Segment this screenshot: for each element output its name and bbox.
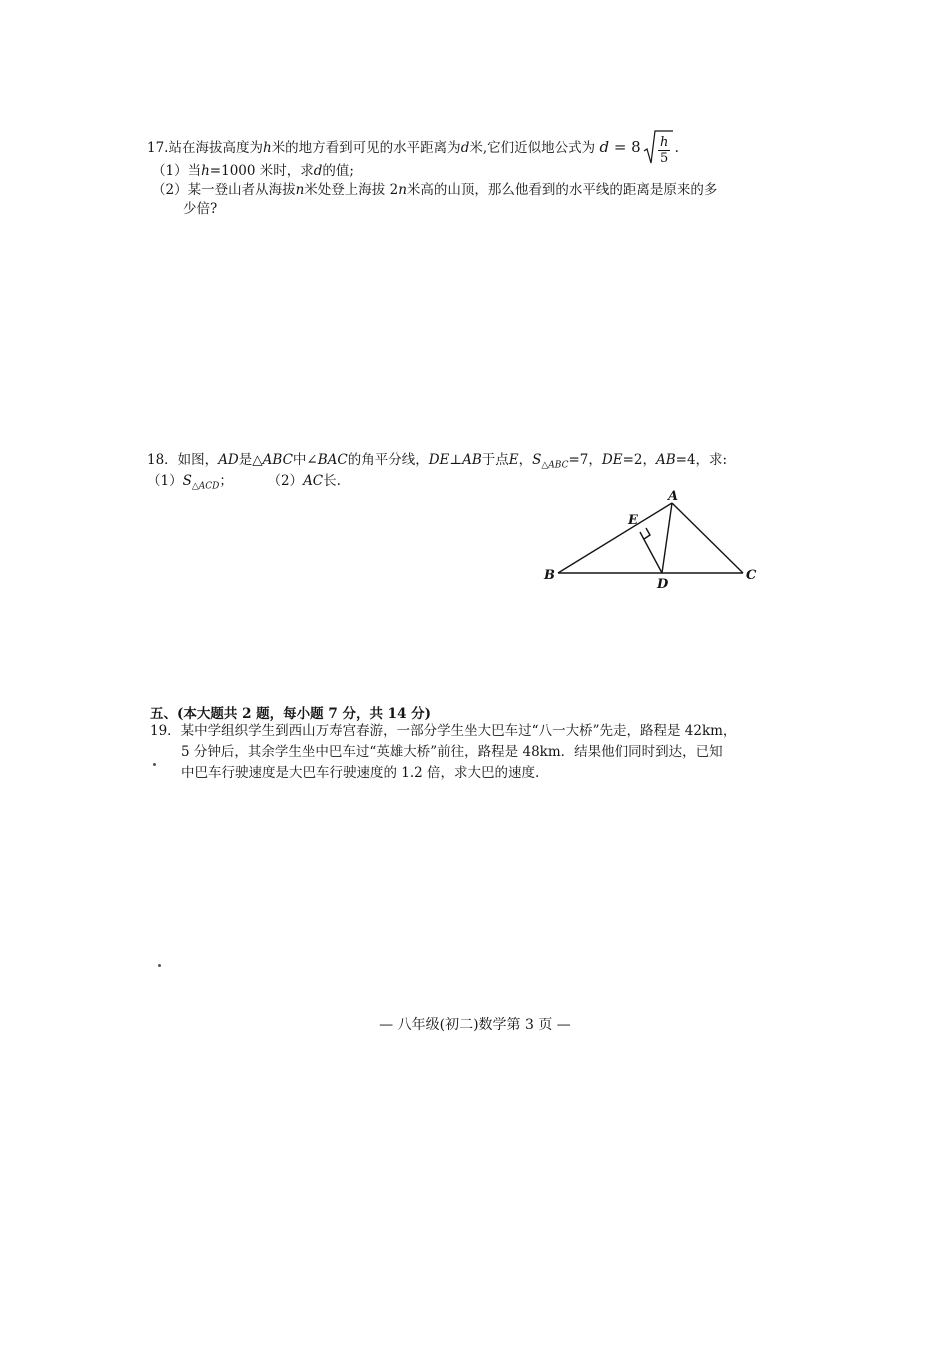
page-footer: — 八年级(初二)数学第 3 页 — [379, 1017, 571, 1033]
triangle-figure [530, 488, 780, 598]
label-a: A [668, 489, 679, 504]
label-d: D [657, 577, 669, 592]
q19-line2: 5 分钟后，其余学生坐中巴车过“英雄大桥”前往，路程是 48km．结果他们同时到达，已知 [181, 744, 723, 760]
scan-speck [158, 964, 161, 967]
q18-part2: （2）AC长. [267, 473, 341, 489]
q17-stem: 17.站在海拔高度为h米的地方看到可见的水平距离为d米,它们近似地公式为 d = 8 $\frac{h}{5}$ . [147, 131, 679, 166]
q17-part2-cont: 少倍? [183, 201, 218, 217]
q18-stem: 18．如图，AD是△ABC中∠BAC的角平分线，DE⊥AB于点E，$S_{\triangle ABC}=7$，DE=2，AB=4，求: [147, 452, 728, 471]
sqrt-symbol [645, 131, 670, 166]
segment-de [640, 532, 662, 573]
radical-sign [643, 129, 673, 165]
q17-fraction: $\frac{h}{5}$ [660, 135, 669, 166]
section5-title: 五、(本大题共 2 题，每小题 7 分，共 14 分) [150, 706, 432, 722]
label-b: B [544, 568, 555, 583]
label-c: C [746, 568, 757, 583]
right-angle-mark [644, 528, 650, 539]
segment-ba [558, 503, 672, 573]
label-e: E [628, 513, 638, 528]
segment-ad [662, 503, 672, 573]
q17-part2: （2）某一登山者从海拔n米处登上海拔 2n米高的山顶，那么他看到的水平线的距离是原来的多 [152, 182, 718, 198]
q18-parts [147, 472, 341, 496]
q17-part1: （1）当h=1000 米时，求d的值; [152, 163, 354, 179]
segment-ac [672, 503, 743, 573]
scan-speck [153, 763, 156, 766]
q19-line3: 中巴车行驶速度是大巴车行驶速度的 1.2 倍，求大巴的速度. [181, 765, 540, 781]
q19-line1: 19．某中学组织学生到西山万寿宫春游，一部分学生坐大巴车过“八一大桥”先走，路程是 42km， [150, 723, 737, 739]
q17-formula: d = 8 [599, 138, 641, 156]
q18-part1: $(1)S_{\triangle ACD}$； [147, 473, 233, 492]
